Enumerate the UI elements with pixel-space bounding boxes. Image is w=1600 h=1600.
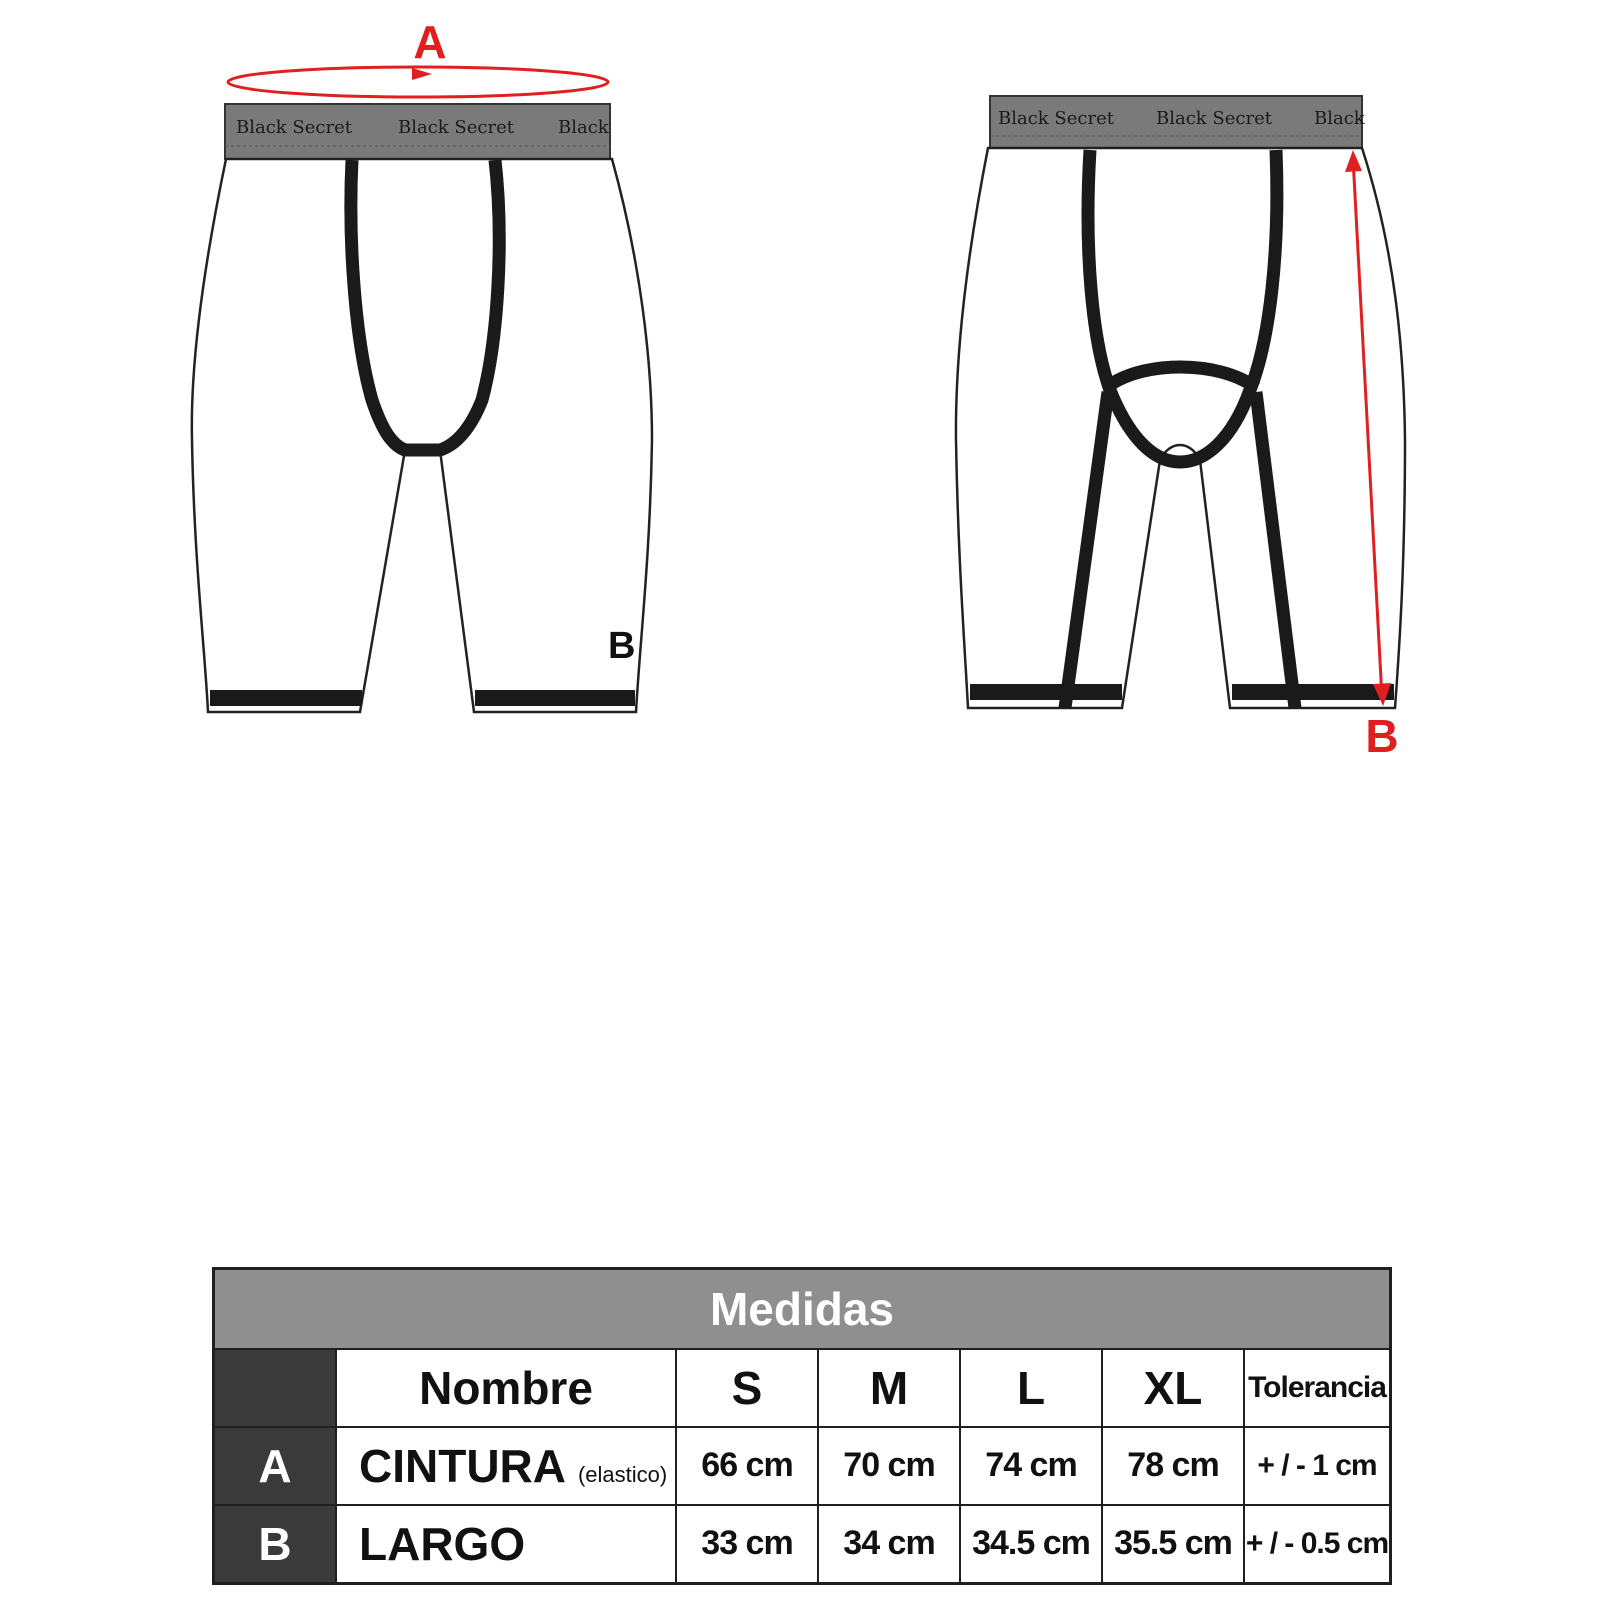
row-key: A <box>214 1427 337 1505</box>
row-value-xl: 35.5 cm <box>1102 1505 1244 1584</box>
back-right-hem <box>1232 684 1394 700</box>
measure-b-label: B <box>1365 710 1399 762</box>
front-band-text-1: Black Secret <box>236 117 352 138</box>
back-shorts-outline <box>956 148 1405 708</box>
header-size-l: L <box>960 1349 1102 1427</box>
back-band-text-1: Black Secret <box>998 108 1114 129</box>
row-value-s: 33 cm <box>676 1505 818 1584</box>
row-value-l: 74 cm <box>960 1427 1102 1505</box>
header-size-xl: XL <box>1102 1349 1244 1427</box>
table-row <box>214 1505 1391 1584</box>
brand-logo: B <box>608 625 636 667</box>
row-value-s: 66 cm <box>676 1427 818 1505</box>
row-value-l: 34.5 cm <box>960 1505 1102 1584</box>
row-name-cell <box>336 1505 676 1584</box>
row-name: LARGO <box>359 1517 526 1570</box>
row-value-m: 70 cm <box>818 1427 960 1505</box>
header-name: Nombre <box>336 1349 676 1427</box>
header-size-s: S <box>676 1349 818 1427</box>
table-row <box>214 1427 1391 1505</box>
size-table <box>212 1267 1392 1585</box>
front-left-hem <box>210 690 362 706</box>
front-view <box>192 16 652 712</box>
front-band-text-3: Black <box>558 117 609 138</box>
table-title: Medidas <box>214 1269 1391 1350</box>
row-name-cell <box>336 1427 676 1505</box>
measure-a-label: A <box>413 16 447 68</box>
waist-measure-arrow <box>412 68 432 80</box>
front-shorts-outline <box>192 159 652 712</box>
row-name: CINTURA <box>359 1439 566 1492</box>
row-tolerance: + / - 1 cm <box>1244 1427 1391 1505</box>
front-right-hem <box>475 690 635 706</box>
row-value-m: 34 cm <box>818 1505 960 1584</box>
row-value-xl: 78 cm <box>1102 1427 1244 1505</box>
back-band-text-2: Black Secret <box>1156 108 1272 129</box>
row-tolerance: + / - 0.5 cm <box>1244 1505 1391 1584</box>
back-band-text-3: Black <box>1314 108 1365 129</box>
front-band-text-2: Black Secret <box>398 117 514 138</box>
row-key: B <box>214 1505 337 1584</box>
header-tolerance: Tolerancia <box>1244 1349 1391 1427</box>
header-key-cell <box>214 1349 337 1427</box>
back-left-hem <box>970 684 1122 700</box>
back-view <box>956 96 1405 762</box>
table-title-row <box>214 1269 1391 1350</box>
table-header-row <box>214 1349 1391 1427</box>
header-size-m: M <box>818 1349 960 1427</box>
row-name-note: (elastico) <box>577 1461 668 1487</box>
